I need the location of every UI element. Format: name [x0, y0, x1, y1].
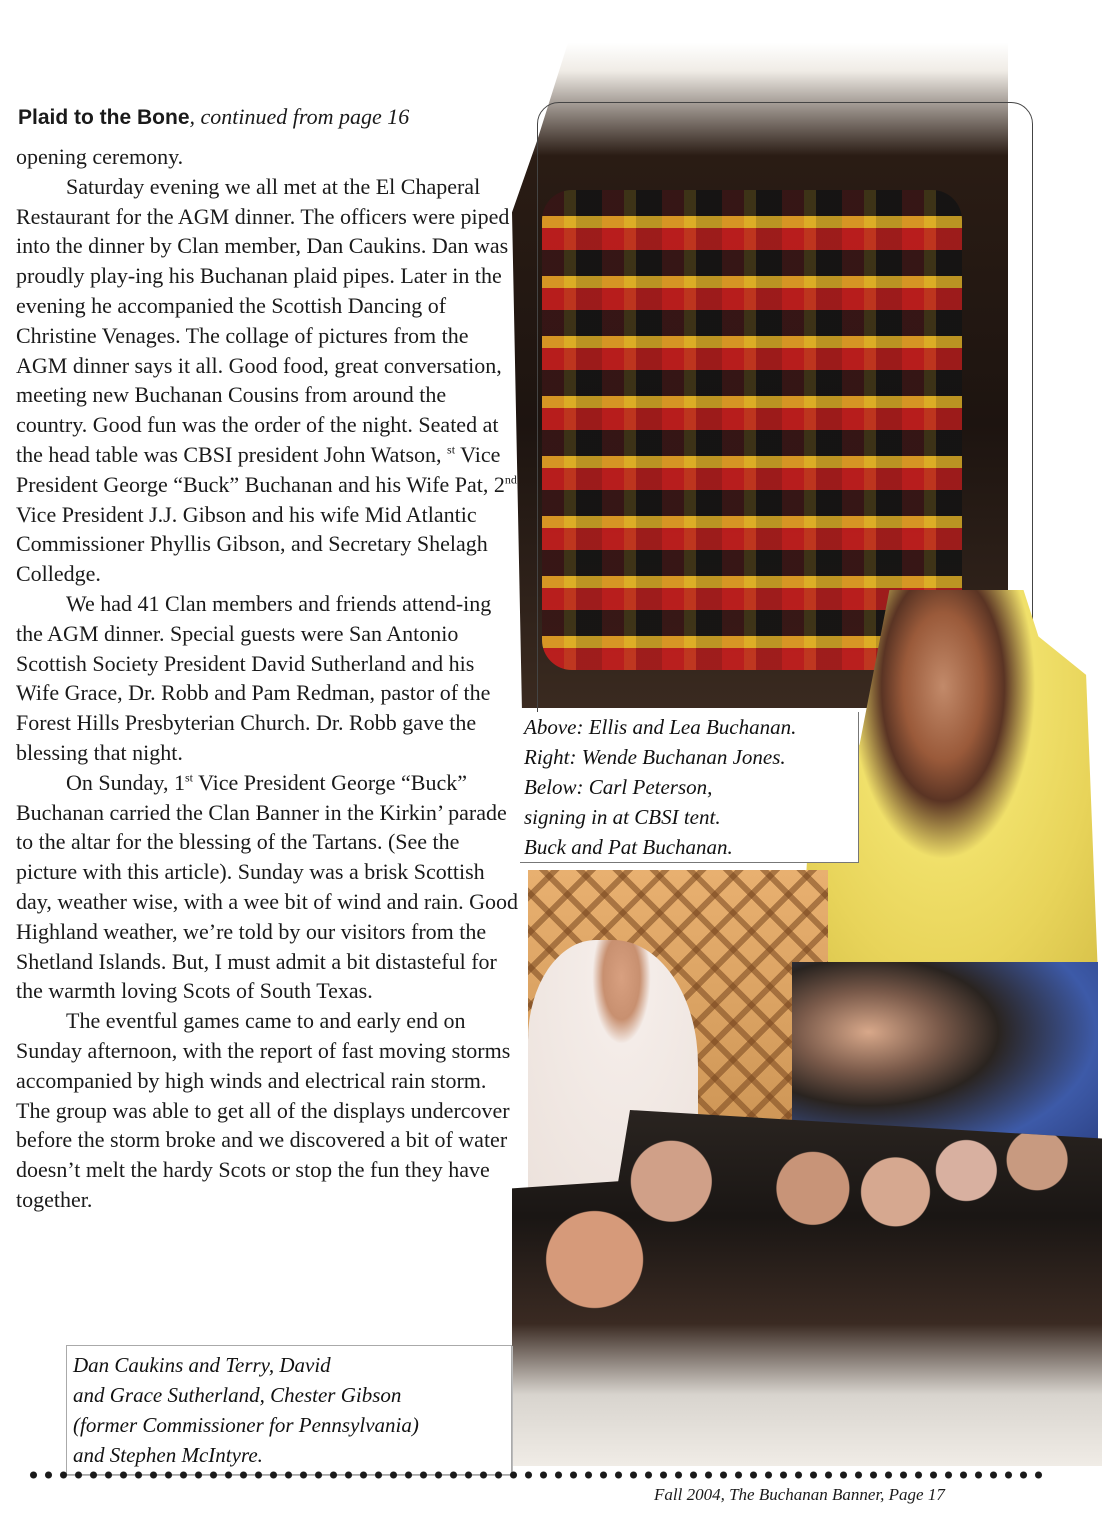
headline-title: Plaid to the Bone: [18, 106, 190, 129]
caption-line: Buck and Pat Buchanan.: [524, 835, 733, 859]
caption-line: signing in at CBSI tent.: [524, 805, 721, 829]
caption-line: Above: Ellis and Lea Buchanan.: [524, 715, 797, 739]
photo-caption-right: [520, 712, 859, 863]
article-body: [16, 142, 518, 1215]
dotted-divider: [26, 1470, 1046, 1480]
paragraph: [16, 768, 518, 1006]
paragraph: The eventful games came to and early end on Sunday afternoon, with the report of fast moving storms accompanied by high winds and electrical rain storm. The group was able to get all of the displays undercover before the storm broke and we discovered a bit of water doesn’t melt the hardy Scots or stop the fun they have together.: [16, 1008, 511, 1212]
caption-line: Right: Wende Buchanan Jones.: [524, 745, 786, 769]
caption-line: and Grace Sutherland, Chester Gibson: [73, 1383, 402, 1407]
superscript: st: [184, 770, 193, 785]
paragraph-text: Saturday evening we all met at the El Chaperal Restaurant for the AGM dinner. The officers were piped into the dinner by Clan member, Dan Caukins. Dan was proudly play-ing his Buchanan plaid pipes. Later in the evening he accompanied the Scottish Dancing of Christine Venages. The collage of pictures from the AGM dinner says it all. Good food, great conversation, meeting new Buchanan Cousins from around the country. Good fun was the order of the night. Seated at the head table was CBSI president John Watson,: [16, 173, 510, 467]
caption-line: Dan Caukins and Terry, David: [73, 1353, 331, 1377]
page-footer: Fall 2004, The Buchanan Banner, Page 17: [654, 1485, 945, 1504]
paragraph-text: Vice President George “Buck” Buchanan carried the Clan Banner in the Kirkin’ parade to the altar for the blessing of the Tartans. (See the picture with this article). Sunday was a brisk Scottish day, weather wise, with a wee bit of wind and rain. Good Highland weather, we’re told by our visitors from the Shetland Islands. But, I must admit a bit distasteful for the warmth loving Scots of South Texas.: [16, 769, 518, 1004]
headline-continued: , continued from page 16: [189, 104, 410, 129]
caption-line: and Stephen McIntyre.: [73, 1443, 263, 1467]
article-headline: [18, 104, 518, 130]
caption-line: (former Commissioner for Pennsylvania): [73, 1413, 419, 1437]
photo-caption-bottom: [66, 1345, 512, 1475]
paragraph: We had 41 Clan members and friends attend-ing the AGM dinner. Special guests were San Antonio Scottish Society President David Sutherland and his Wife Grace, Dr. Robb and Pam Redman, pastor of the Forest Hills Presbyterian Church. Dr. Robb gave the blessing that night.: [16, 590, 492, 765]
superscript: st: [447, 442, 456, 457]
caption-line: Below: Carl Peterson,: [524, 775, 713, 799]
paragraph-text: On Sunday, 1: [66, 769, 185, 795]
paragraph-text: Vice President George “Buck” Buchanan and his Wife Pat, 2: [16, 441, 505, 497]
superscript: nd: [504, 472, 517, 487]
paragraph-text: Vice President J.J. Gibson and his wife Mid Atlantic Commissioner Phyllis Gibson, and Secretary Shelagh Colledge.: [16, 501, 488, 587]
paragraph: opening ceremony.: [16, 144, 184, 169]
paragraph: [16, 172, 518, 589]
